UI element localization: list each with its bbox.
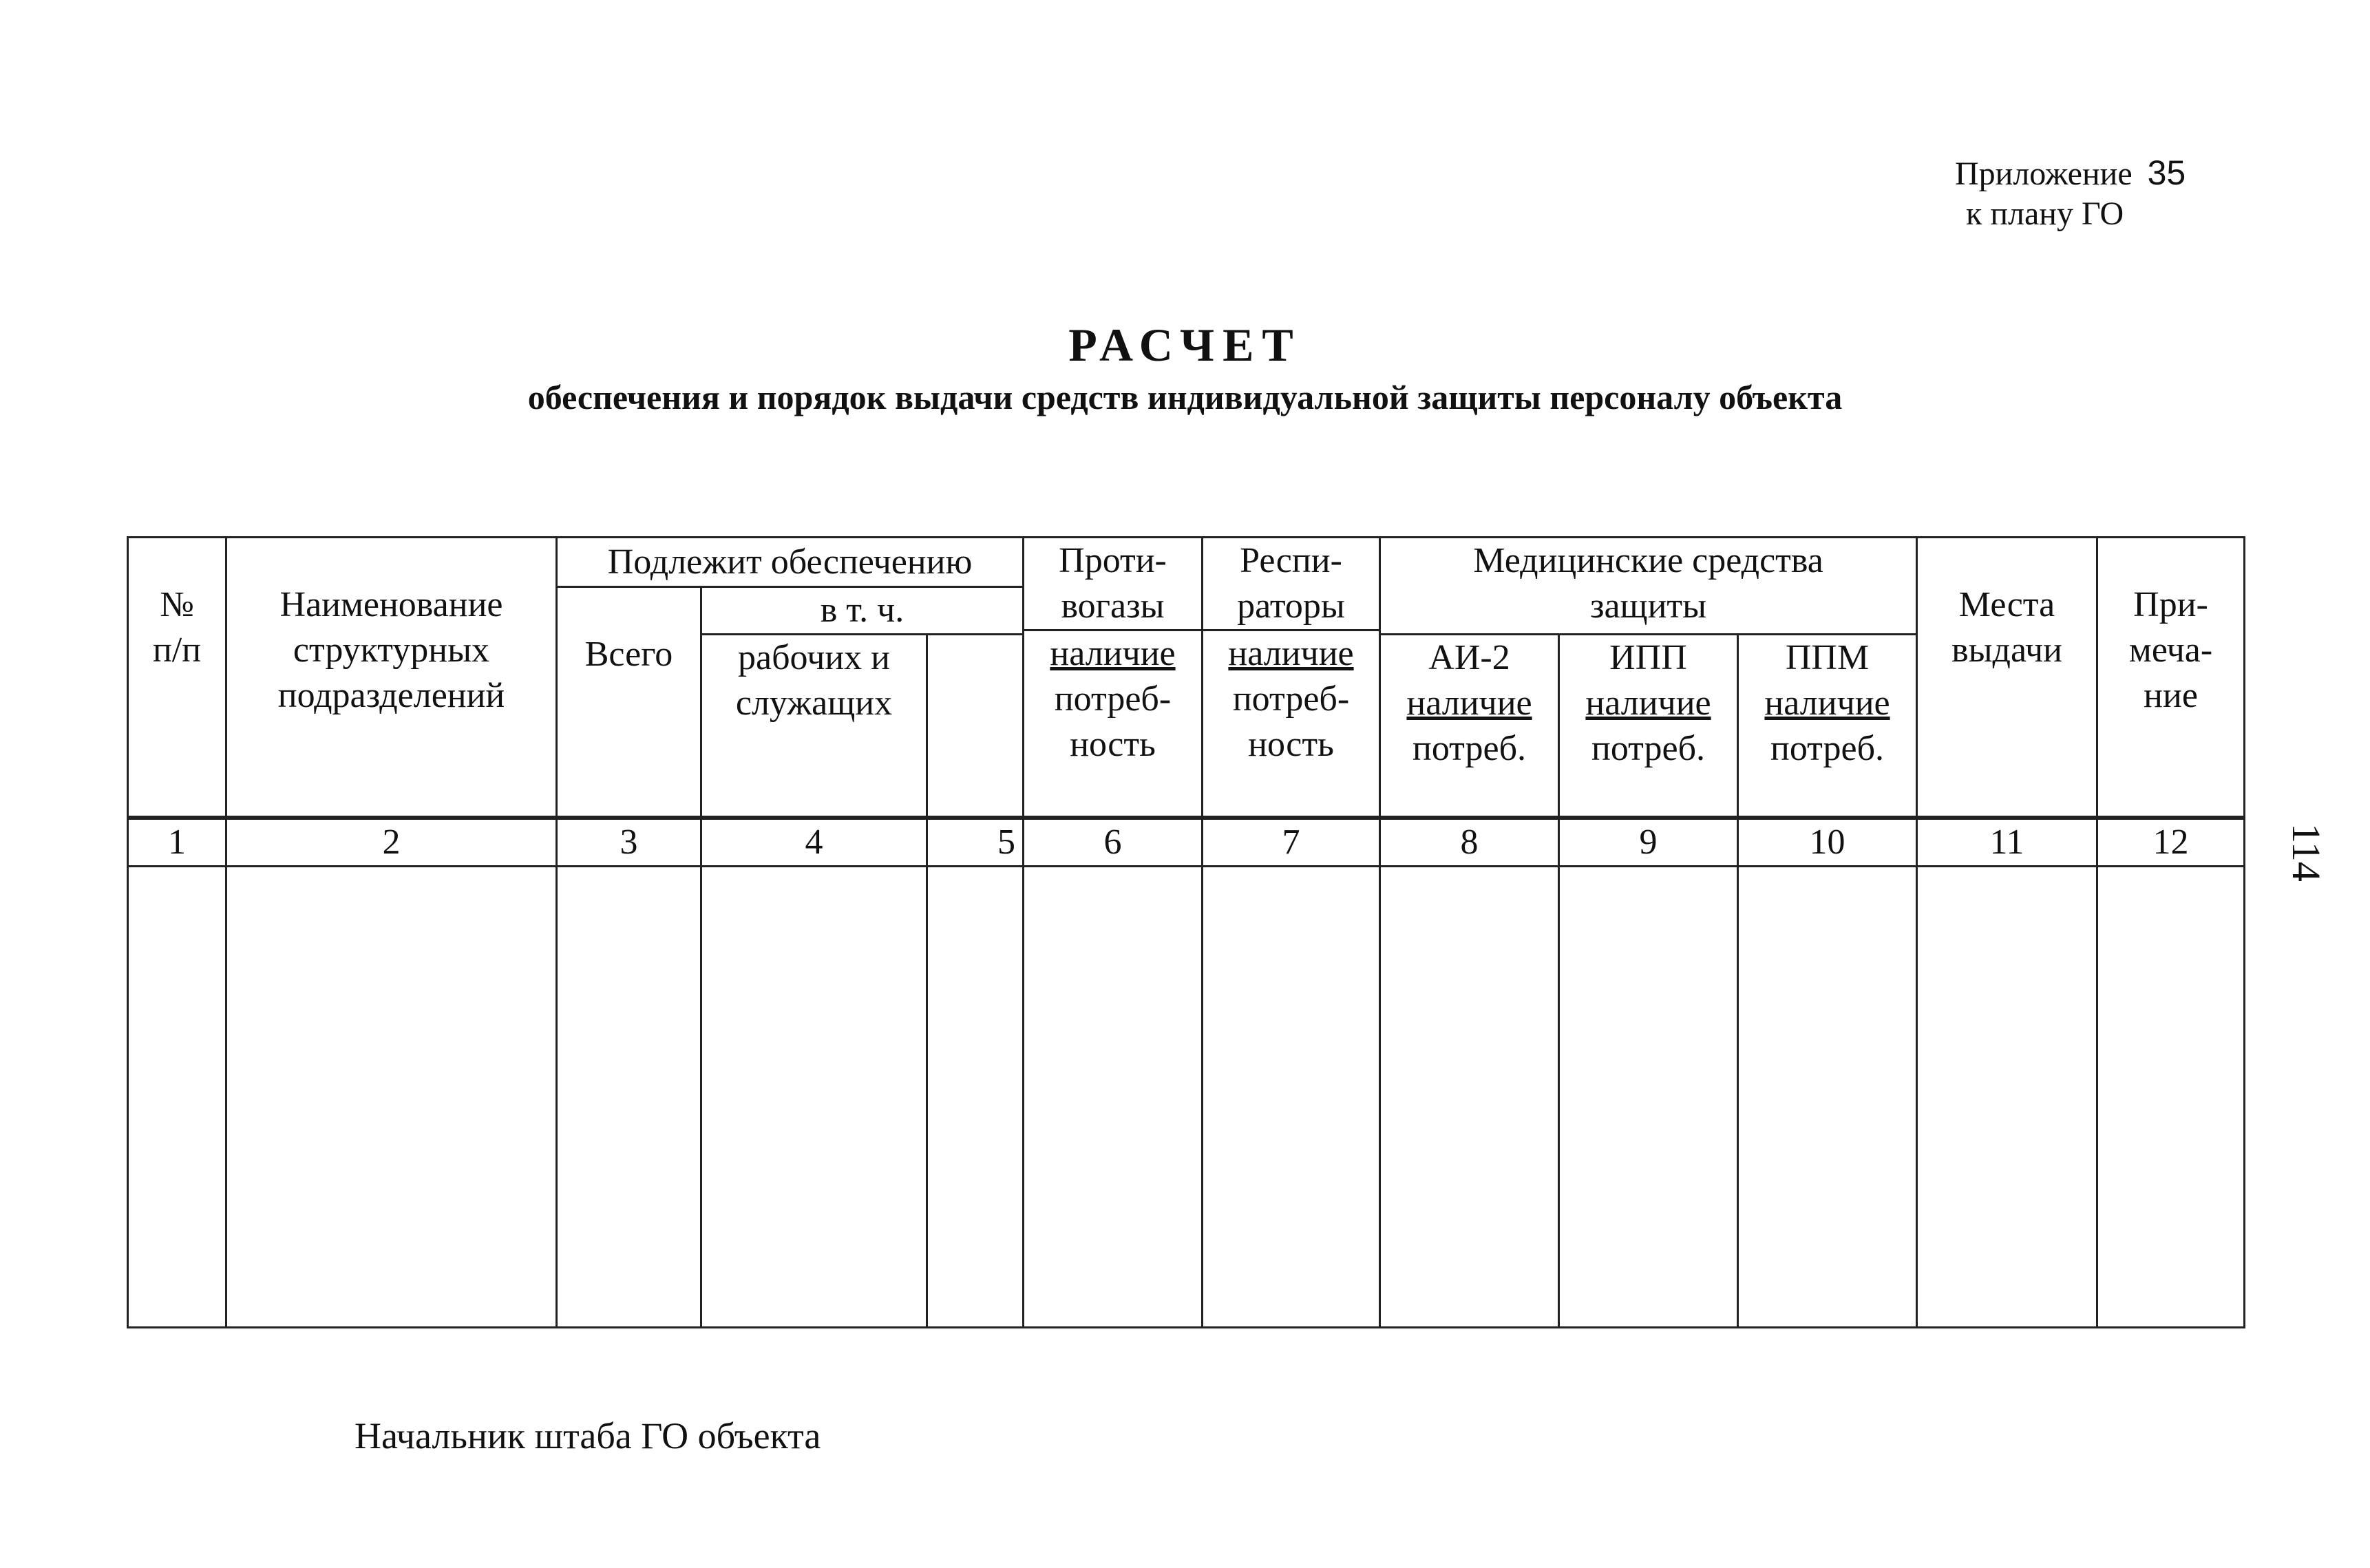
- appendix-line2: к плану ГО: [1966, 195, 2124, 232]
- header-ppm: ППМ наличие потреб.: [1738, 635, 1917, 817]
- appendix-label: Приложение: [1955, 156, 2133, 192]
- empty-data-row: [128, 867, 2245, 1328]
- header-gas-masks: Проти- вогазы наличие потреб- ность: [1024, 538, 1203, 817]
- header-medical: Медицинские средства защиты: [1380, 538, 1917, 635]
- header-incl: в т. ч.: [701, 587, 1024, 635]
- page-number: 114: [2283, 823, 2329, 882]
- header-respirators: Респи- раторы наличие потреб- ность: [1203, 538, 1380, 817]
- document-title: РАСЧЕТ: [1068, 319, 1302, 371]
- header-workers: рабочих и служащих: [701, 635, 927, 817]
- document-subtitle: обеспечения и порядок выдачи средств индивидуальной защиты персоналу объекта: [527, 378, 1843, 416]
- header-subject: Подлежит обеспечению: [557, 538, 1024, 587]
- header-ai2: АИ-2 наличие потреб.: [1380, 635, 1559, 817]
- column-number-row: [128, 819, 2245, 867]
- col-number: 6: [1024, 819, 1203, 867]
- col-number: 8: [1380, 819, 1559, 867]
- appendix-number: 35: [2147, 153, 2186, 192]
- header-ipp: ИПП наличие потреб.: [1559, 635, 1738, 817]
- header-num: № п/п: [128, 538, 226, 817]
- header-places: Места выдачи: [1917, 538, 2097, 817]
- header-name: Наименование структурных подразделений: [226, 538, 557, 817]
- col-number: 5: [927, 819, 1024, 867]
- signature-line: Начальник штаба ГО объекта: [355, 1415, 821, 1456]
- header-col5: [927, 635, 1024, 817]
- col-number: 2: [226, 819, 557, 867]
- col-number: 7: [1203, 819, 1380, 867]
- col-number: 1: [128, 819, 226, 867]
- col-number: 12: [2097, 819, 2245, 867]
- col-number: 10: [1738, 819, 1917, 867]
- col-number: 4: [701, 819, 927, 867]
- calculation-table: [127, 536, 2245, 1328]
- col-number: 3: [557, 819, 701, 867]
- col-number: 9: [1559, 819, 1738, 867]
- appendix-note: [1955, 153, 2186, 234]
- col-number: 11: [1917, 819, 2097, 867]
- header-notes: При- меча- ние: [2097, 538, 2245, 817]
- header-total: Всего: [557, 587, 701, 817]
